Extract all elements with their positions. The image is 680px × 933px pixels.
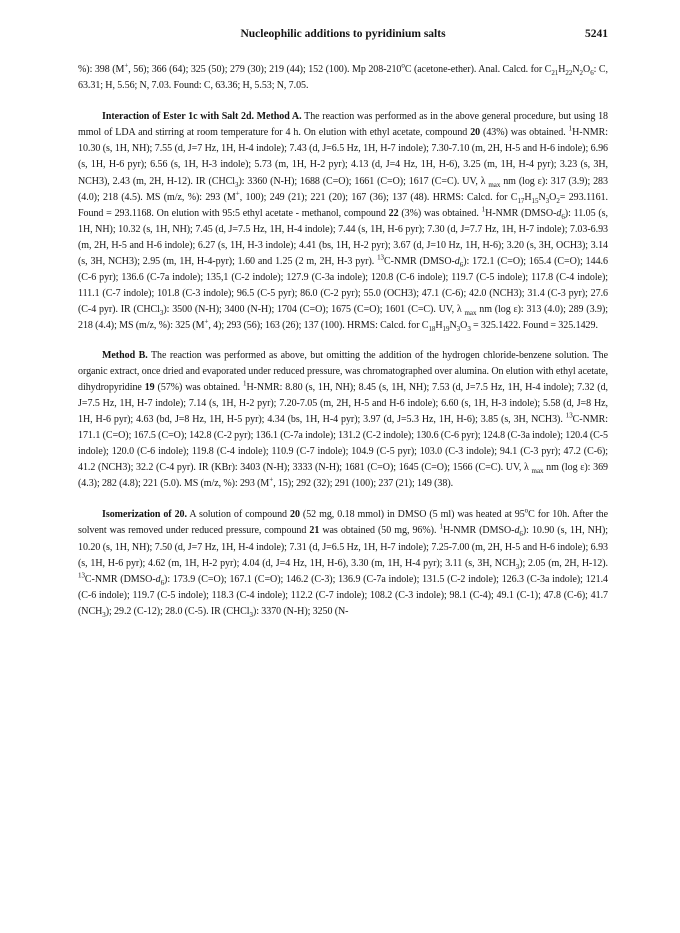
- compound-number: 20: [290, 509, 300, 521]
- compound-number: 22: [388, 207, 399, 219]
- paragraph-heading: Method B.: [102, 349, 148, 361]
- paragraph-continuation: %): 398 (M+, 56); 366 (64); 325 (50); 279 (30); 219 (44); 152 (100). Mp 208-210$^o$C (acetone-ether). Anal. Calcd. for $C_{21}H_{22}N_2O_6$: C, 63.31; H, 5.56; N, 7.03. Found: C, 63.36; H, 5.53; N, 7.05.: [78, 61, 608, 92]
- running-head: [78, 28, 608, 46]
- compound-number: 21: [309, 525, 320, 537]
- compound-number: 20: [470, 127, 481, 139]
- page-number: 5241: [585, 28, 608, 40]
- paragraph-method-a: Interaction of Ester 1c with Salt 2d. Method A. The reaction was performed as in the above general procedure, but using 18 mmol of LDA and stirring at room temperature for 4 h. On elution with ethyl acetate, compound 20 (43%) was obtained. $^1$H-NMR: 10.30 (s, 1H, NH); 7.55 (d, J=7 Hz, 1H, H-4 indole); 7.43 (d, J=6.5 Hz, 1H, H-7 indole); 7.30-7.10 (m, 2H, H-5 and H-6 indole); 6.96 (s, 1H, H-6 pyr); 6.56 (s, 1H, H-3 indole); 5.73 (m, 1H, H-2 pyr); 4.13 (d, J=4 Hz, 1H, H-6), 3.25 (m, 1H, H-4 pyr); 3.23 (s, 3H, NCH3), 2.43 (m, 2H, H-12). IR (CHCl$_3$): 3360 (N-H); 1688 (C=O); 1661 (C=O); 1617 (C=C). UV, λ $_{max}$ nm (log ε): 317 (3.9); 283 (4.0); 218 (4.5). MS (m/z, %): 293 (M+, 100); 249 (21); 221 (20); 167 (36); 137 (48). HRMS: Calcd. for $C_{17}H_{15}N_3O_2= 293.1161$. Found = 293.1168. On elution with 95:5 ethyl acetate - methanol, compound 22 (3%) was obtained. $^1$H-NMR $(DMSO-d_6)$: 11.05 (s, 1H, NH); 10.32 (s, 1H, NH); 7.45 (d, J=7.5 Hz, 1H, H-4 indole); 7.44 (s, 1H, H-6 pyr); 7.30 (d, J=7.7 Hz, 1H, H-7 indole); 7.03-6.93 (m, 2H, H-5 and H-6 indole); 6.27 (s, 1H, H-3 indole); 4.41 (bs, 1H, H-2 pyr); 3.67 (d, J=10 Hz, 1H, H-6); 3.20 (s, 3H, OCH3); 3.14 (s, 3H, NCH3); 2.95 (m, 1H, H-4-pyr); 1.60 and 1.25 (2 m, 2H, H-3 pyr). $^{13}$C-NMR $(DMSO-d_6)$: 172.1 (C=O); 165.4 (C=O); 144.6 (C-6 pyr); 136.6 (C-7a indole); 135,1 (C-2 indole); 127.9 (C-3a indole); 120.8 (C-6 indole); 119.7 (C-5 indole); 117.8 (C-4 indole); 111.1 (C-7 indole); 101.8 (C-3 indole); 96.5 (C-5 pyr); 86.0 (C-2 pyr); 55.0 (OCH3); 47.1 (C-6); 42.0 (NCH3); 31.4 (C-3 pyr); 27.6 (C-4 pyr). IR (CHCl$_3$): 3500 (N-H); 3400 (N-H); 1704 (C=O); 1675 (C=O); 1601 (C=C). UV, λ $_{max}$ nm (log ε): 313 (4.0); 289 (3.9); 218 (4.4); MS (m/z, %): 325 (M+, 4); 293 (56); 163 (26); 137 (100). HRMS: Calcd. for $C_{18}H_{19}N_3O_3 = 325.1422$. Found = 325.1429.: [78, 111, 608, 334]
- journal-page: [78, 28, 608, 620]
- paragraph-heading: Interaction of Ester 1c with Salt 2d. Method A.: [102, 111, 302, 123]
- running-title: Nucleophilic additions to pyridinium salts: [240, 28, 446, 40]
- compound-number: 19: [144, 381, 155, 393]
- paragraph-method-b: Method B. The reaction was performed as above, but omitting the addition of the hydrogen chloride-benzene solution. The organic extract, once dried and evaporated under reduced pressure, was chromatographed over alumina. On elution with ethyl acetate, dihydropyridine 19 (57%) was obtained. $^1$H-NMR: 8.80 (s, 1H, NH); 8.45 (s, 1H, NH); 7.53 (d, J=7.5 Hz, 1H, H-4 indole); 7.32 (d, J=7.5 Hz, 1H, H-7 indole); 7.14 (s, 1H, H-2 pyr); 7.20-7.05 (m, 2H, H-5 and H-6 indole); 6.60 (s, 1H, H-3 indole); 5.58 (d, J=8 Hz, 1H, H-6 pyr); 4.63 (bd, J=8 Hz, 1H, H-5 pyr); 4.34 (bs, 1H, H-4 pyr); 3.97 (d, J=5.3 Hz, 1H, H-6); 3.85 (s, 3H, NCH3). $^{13}$C-NMR: 171.1 (C=O); 167.5 (C=O); 142.8 (C-2 pyr); 136.1 (C-7a indole); 131.2 (C-2 indole); 130.6 (C-6 pyr); 124.8 (C-3a indole); 120.4 (C-5 indole); 120.0 (C-6 indole); 119.8 (C-4 indole); 110.9 (C-7 indole); 104.9 (C-5 pyr); 103.0 (C-3 indole); 94.1 (C-3 pyr); 47.2 (C-6); 41.2 (NCH3); 32.2 (C-4 pyr). IR (KBr): 3403 (N-H); 3333 (N-H); 1681 (C=O); 1645 (C=O); 1566 (C=C). UV, λ $_{max}$ nm (log ε): 369 (4.3); 282 (4.8); 221 (5.0). MS (m/z, %): 293 (M+, 15); 292 (32); 291 (100); 237 (21); 149 (38).: [78, 349, 609, 490]
- paragraph-isomerization: Isomerization of 20. A solution of compound 20 (52 mg, 0.18 mmol) in DMSO (5 ml) was heated at 95$^o$C for 10h. After the solvent was removed under reduced pressure, compound 21 was obtained (50 mg, 96%). $^1$H-NMR $(DMSO-d_6)$: 10.90 (s, 1H, NH); 10.20 (s, 1H, NH); 7.50 (d, J=7 Hz, 1H, H-4 indole); 7.31 (d, J=6.5 Hz, 1H, H-7 indole); 7.25-7.00 (m, 2H, H-5 and H-6 indole); 6.93 (s, 1H, H-6 pyr); 4.62 (m, 1H, H-2 pyr); 4.04 (d, J=4 Hz, 1H, H-6), 3.30 (m, 1H, H-4 pyr); 3.11 (s, 3H, $NCH_3$); 2.05 (m, 2H, H-12). $^{13}$C-NMR $(DMSO-d_6)$: 173.9 (C=O); 167.1 (C=O); 146.2 (C-3); 136.9 (C-7a indole); 131.5 (C-2 indole); 126.3 (C-3a indole); 121.4 (C-6 indole); 119.7 (C-5 indole); 118.3 (C-4 indole); 112.2 (C-7 indole); 108.2 (C-3 indole); 98.1 (C-4); 49.1 (C-1); 47.8 (C-6); 41.7 $(NCH_3)$; 29.2 (C-12); 28.0 (C-5). IR (CHCl$_3$): 3370 (N-H); 3250 (N-: [78, 507, 609, 619]
- paragraph-heading: Isomerization of 20.: [102, 509, 187, 521]
